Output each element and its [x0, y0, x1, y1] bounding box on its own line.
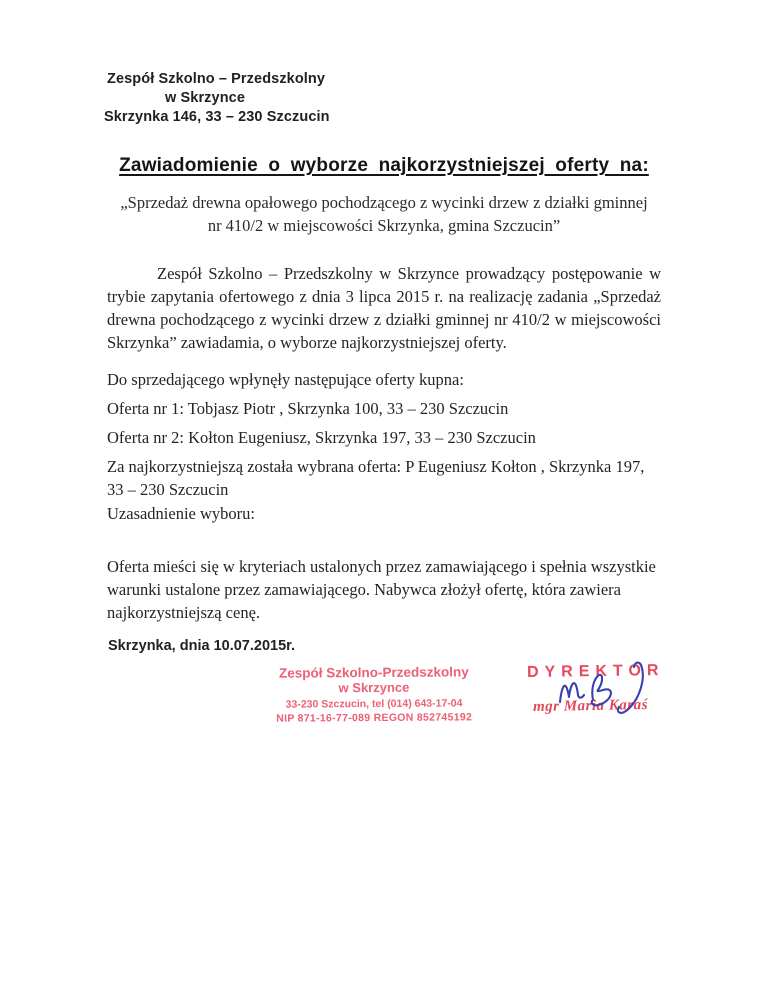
date-line: Skrzynka, dnia 10.07.2015r. [108, 638, 296, 654]
offers-intro-line: Do sprzedającego wpłynęły następujące oferty kupna: [107, 370, 464, 389]
director-stamp-title: DYREKTOR [526, 662, 665, 681]
sender-line-2: w Skrzynce [165, 90, 245, 106]
director-stamp-name: mgr Maria Karaś [532, 696, 649, 716]
offer-line-1: Oferta nr 1: Tobjasz Piotr , Skrzynka 100, 33 – 230 Szczucin [107, 399, 509, 418]
school-rubber-stamp [276, 664, 472, 725]
body-paragraph: Zespół Szkolno – Przedszkolny w Skrzynce prowadzący postępowanie w trybie zapytania ofertowego z dnia 3 lipca 2015 r. na realizację zadania „Sprzedaż drewna pochodzącego z wycinki drzew z działki gminnej nr 410/2 w miejscowości Skrzynka” zawiadamia, o wyborze najkorzystniejszej oferty. [107, 264, 661, 352]
sender-line-3: Skrzynka 146, 33 – 230 Szczucin [104, 109, 330, 125]
justification-paragraph: Oferta mieści się w kryteriach ustalonych przez zamawiającego i spełnia wszystkie warunki ustalone przez zamawiającego. Nabywca złożył ofertę, która zawiera najkorzystniejszą cenę. [107, 557, 656, 622]
sender-line-1: Zespół Szkolno – Przedszkolny [107, 71, 326, 87]
stamp-line-1: Zespół Szkolno-Przedszkolny [278, 664, 469, 681]
stamp-line-2: w Skrzynce [338, 679, 410, 696]
document-subtitle [84, 191, 684, 237]
stamp-line-4: NIP 871-16-77-089 REGON 852745192 [276, 711, 473, 725]
justification-heading: Uzasadnienie wyboru: [107, 504, 255, 523]
document-title [0, 155, 768, 177]
sender-block [104, 70, 330, 127]
document-title-text: Zawiadomienie o wyborze najkorzystniejszej oferty na: [119, 155, 649, 176]
stamp-line-3: 33-230 Szczucin, tel (014) 643-17-04 [285, 697, 463, 711]
offer-line-2: Oferta nr 2: Kołton Eugeniusz, Skrzynka 197, 33 – 230 Szczucin [107, 428, 536, 447]
document-body [107, 262, 661, 624]
subtitle-line-1: „Sprzedaż drewna opałowego pochodzącego z wycinki drzew z działki gminnej [120, 193, 648, 212]
subtitle-line-2: nr 410/2 w miejscowości Skrzynka, gmina Szczucin” [207, 216, 561, 235]
selection-line: Za najkorzystniejszą została wybrana oferta: P Eugeniusz Kołton , Skrzynka 197, 33 – 230 Szczucin [107, 457, 645, 499]
